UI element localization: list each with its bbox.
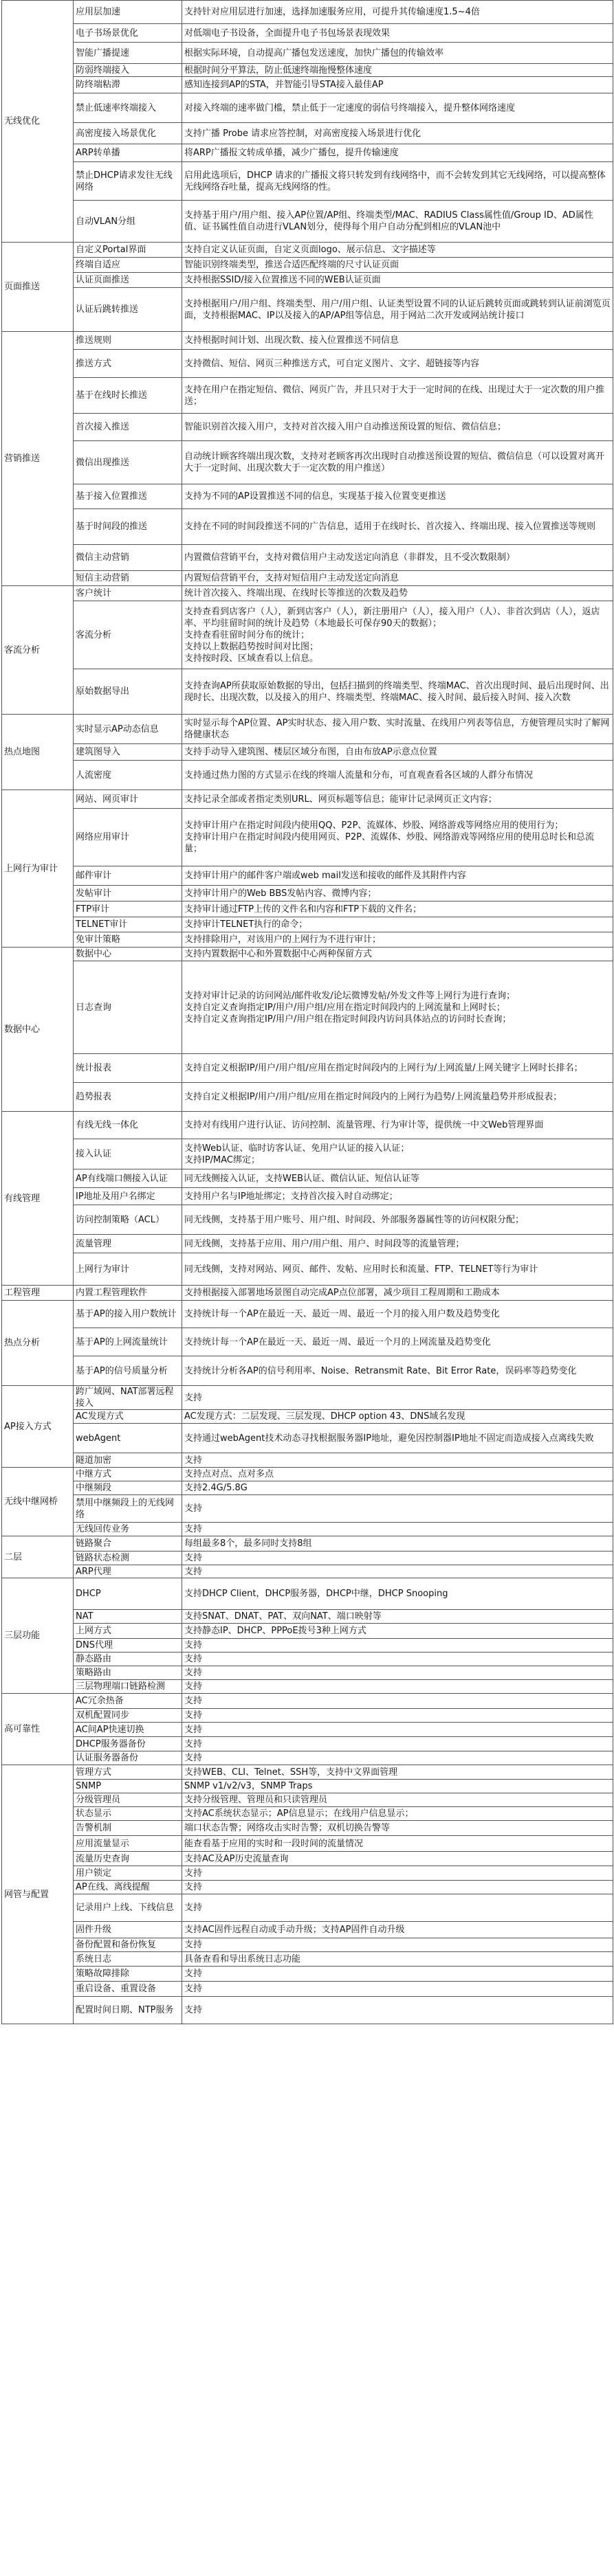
feature-cell: 应用层加速 xyxy=(74,1,182,24)
description-cell: 支持 xyxy=(182,1653,613,1666)
feature-cell: 微信出现推送 xyxy=(74,441,182,484)
feature-cell: 短信主动营销 xyxy=(74,571,182,586)
feature-cell: 网站、网页审计 xyxy=(74,790,182,809)
feature-cell: 认证后跳转推送 xyxy=(74,288,182,332)
feature-cell: 实时显示AP动态信息 xyxy=(74,715,182,744)
feature-cell: 备份配置和备份恢复 xyxy=(74,1938,182,1952)
feature-cell: 防弱终端接入 xyxy=(74,64,182,77)
table-row xyxy=(2,1356,613,1386)
description-cell: 支持 xyxy=(182,1709,613,1723)
description-cell: 支持WEB、CLI、Telnet、SSH等，支持中文界面管理 xyxy=(182,1765,613,1780)
table-row xyxy=(2,243,613,258)
feature-cell: 管理方式 xyxy=(74,1765,182,1780)
feature-cell: AP有线端口侧接入认证 xyxy=(74,1169,182,1188)
table-row xyxy=(2,288,613,332)
table-row xyxy=(2,1328,613,1356)
feature-cell: 日志查询 xyxy=(74,961,182,1054)
description-cell: 支持通过热力图的方式显示在线的终端人流量和分布，可直观查看各区域的人群分布情况 xyxy=(182,761,613,790)
description-cell: 支持审计用户在指定时间段内使用QQ、P2P、流媒体、炒股、网络游戏等网络应用的使用行为； 支持审计用户在指定时间段内使用网页、P2P、流媒体、炒股、网络游戏等网络应用的使用总时长和总流量； xyxy=(182,809,613,866)
description-cell: 支持统计每一个AP在最近一天、最近一周、最近一个月的接入用户数及趋势变化 xyxy=(182,1301,613,1328)
description-cell: 支持静态IP、DHCP、PPPoE拨号3种上网方式 xyxy=(182,1624,613,1639)
description-cell: 对低端电子书设备，全面提升电子书包场景表现效果 xyxy=(182,24,613,43)
description-cell: 支持审计TELNET执行的命令； xyxy=(182,917,613,932)
feature-cell: 接入认证 xyxy=(74,1139,182,1169)
feature-cell: 建筑图导入 xyxy=(74,744,182,761)
description-cell: AC发现方式：二层发现、三层发现、DHCP option 43、DNS域名发现 xyxy=(182,1410,613,1424)
table-row xyxy=(2,1793,613,1807)
feature-cell: 中继频段 xyxy=(74,1481,182,1495)
description-cell: 支持 xyxy=(182,1982,613,1997)
description-cell: 启用此选项后，DHCP 请求的广播报文将只转发到有线网络中，而不会转发到其它无线网络，可以提高整体无线网络吞吐量，提高无线网络的性。 xyxy=(182,162,613,201)
feature-cell: 推送方式 xyxy=(74,350,182,378)
table-row xyxy=(2,1836,613,1852)
table-row xyxy=(2,1054,613,1083)
feature-cell: 内置工程管理软件 xyxy=(74,1286,182,1301)
description-cell: 支持查看到店客户（人），新到店客户（人），新注册用户（人），接入用户（人）、非首次到店（人），返店率、平均驻留时间的统计及趋势（本地最长可保存90天的数据）； 支持查看驻留时间分布的统计； 支持以上数据趋势按时间对比图； 支持按时段、区域查看以上信息。 xyxy=(182,601,613,669)
description-cell: 支持 xyxy=(182,1997,613,2024)
feature-cell: 用户锁定 xyxy=(74,1866,182,1881)
feature-cell: ARP代理 xyxy=(74,1565,182,1578)
feature-cell: 记录用户上线、下线信息 xyxy=(74,1894,182,1922)
feature-cell: 智能广播提速 xyxy=(74,43,182,64)
table-row xyxy=(2,1894,613,1922)
description-cell: 支持排除用户，对该用户的上网行为不进行审计； xyxy=(182,932,613,948)
table-row xyxy=(2,1083,613,1112)
description-cell: 支持 xyxy=(182,1866,613,1881)
table-row xyxy=(2,1424,613,1453)
feature-cell: 基于在线时长推送 xyxy=(74,378,182,414)
description-cell: 支持自定义根据IP/用户/用户组/应用在指定时间段内的上网行为趋势/上网流量趋势并形成报表； xyxy=(182,1083,613,1112)
feature-cell: ARP转单播 xyxy=(74,144,182,162)
table-row xyxy=(2,484,613,509)
table-row xyxy=(2,201,613,243)
description-cell: 支持 xyxy=(182,1565,613,1578)
description-cell: 同无线侧，支持基于用户账号、用户组、时间段、外部服务器属性等的访问权限分配； xyxy=(182,1205,613,1235)
description-cell: 支持DHCP Client，DHCP服务器，DHCP中继，DHCP Snooping xyxy=(182,1578,613,1610)
table-row xyxy=(2,1723,613,1737)
table-row xyxy=(2,1139,613,1169)
description-cell: 支持根据时间计划、出现次数、接入位置推送不同信息 xyxy=(182,332,613,350)
description-cell: 根据实际环境，自动提高广播包发送速度，加快广播包的传输效率 xyxy=(182,43,613,64)
table-row xyxy=(2,1866,613,1881)
feature-cell: 禁止低速率终端接入 xyxy=(74,93,182,123)
table-row xyxy=(2,1536,613,1552)
table-row xyxy=(2,1938,613,1952)
description-cell: 支持基于用户/用户组、接入AP位置/AP组、终端类型/MAC、RADIUS Class属性值/Group ID、AD属性值、证书属性值自动进行VLAN划分，使得每个用户自动分配到相应的VLAN池中 xyxy=(182,201,613,243)
description-cell: 支持手动导入建筑图、楼层区域分布图，自由布放AP示意点位置 xyxy=(182,744,613,761)
feature-cell: 固件升级 xyxy=(74,1922,182,1938)
description-cell: 支持 xyxy=(182,1552,613,1565)
feature-cell: 双机配置同步 xyxy=(74,1709,182,1723)
feature-cell: 状态显示 xyxy=(74,1807,182,1821)
table-row xyxy=(2,414,613,441)
feature-cell: AP在线、离线提醒 xyxy=(74,1881,182,1894)
feature-cell: 认证服务器备份 xyxy=(74,1751,182,1765)
description-cell: 支持为不同的AP设置推送不同的信息，实现基于接入位置变更推送 xyxy=(182,484,613,509)
feature-cell: FTP审计 xyxy=(74,901,182,917)
feature-cell: 流量管理 xyxy=(74,1235,182,1253)
category-cell: 数据中心 xyxy=(2,948,74,1112)
description-cell: 支持通过webAgent技术动态寻找根据服务器IP地址，避免因控制器IP地址不固定而造成接入点离线失败 xyxy=(182,1424,613,1453)
table-row xyxy=(2,378,613,414)
description-cell: 支持审计通过FTP上传的文件名和内容和FTP下载的文件名； xyxy=(182,901,613,917)
feature-cell: SNMP xyxy=(74,1780,182,1793)
feature-cell: IP地址及用户名绑定 xyxy=(74,1188,182,1205)
description-cell: 支持 xyxy=(182,1694,613,1709)
table-row xyxy=(2,1453,613,1468)
table-row xyxy=(2,123,613,144)
table-row xyxy=(2,441,613,484)
feature-cell: 链路聚合 xyxy=(74,1536,182,1552)
table-row xyxy=(2,1578,613,1610)
table-row xyxy=(2,715,613,744)
feature-cell: 统计报表 xyxy=(74,1054,182,1083)
description-cell: 支持AC及AP历史流量查询 xyxy=(182,1852,613,1866)
feature-cell: 自动VLAN分组 xyxy=(74,201,182,243)
table-row xyxy=(2,1205,613,1235)
description-cell: 支持广播 Probe 请求应答控制，对高密度接入场景进行优化 xyxy=(182,123,613,144)
table-row xyxy=(2,1565,613,1578)
description-cell: 支持 xyxy=(182,1737,613,1751)
feature-cell: 隧道加密 xyxy=(74,1453,182,1468)
feature-cell: 基于接入位置推送 xyxy=(74,484,182,509)
description-cell: 同无线侧，支持对网站、网页、邮件、发帖、应用时长和流量、FTP、TELNET等行为审计 xyxy=(182,1253,613,1286)
table-row xyxy=(2,1982,613,1997)
table-row xyxy=(2,1922,613,1938)
table-row xyxy=(2,1807,613,1821)
description-cell: 支持 xyxy=(182,1894,613,1922)
feature-cell: 分级管理员 xyxy=(74,1793,182,1807)
description-cell: 能查看基于应用的实时和一段时间的流量情况 xyxy=(182,1836,613,1852)
description-cell: 支持针对应用层进行加速，选择加速服务应用，可提升其传输速度1.5~4倍 xyxy=(182,1,613,24)
feature-cell: 应用流量显示 xyxy=(74,1836,182,1852)
description-cell: 支持 xyxy=(182,1453,613,1468)
feature-cell: 有线无线一体化 xyxy=(74,1112,182,1139)
spec-table-body xyxy=(2,1,613,2024)
feature-cell: 高密度接入场景优化 xyxy=(74,123,182,144)
feature-cell: AC间AP快速切换 xyxy=(74,1723,182,1737)
feature-cell: DHCP xyxy=(74,1578,182,1610)
description-cell: 支持审计用户的Web BBS发帖内容、微博内容； xyxy=(182,886,613,901)
description-cell: 支持审计用户的邮件客户端或web mail发送和接收的邮件及其附件内容 xyxy=(182,866,613,886)
description-cell: 支持统计每一个AP在最近一天、最近一周、最近一个月的上网流量及趋势变化 xyxy=(182,1328,613,1356)
table-row xyxy=(2,886,613,901)
description-cell: 支持内置数据中心和外置数据中心两种保留方式 xyxy=(182,948,613,961)
feature-cell: 基于AP的接入用户数统计 xyxy=(74,1301,182,1328)
feature-cell: 基于AP的信号质量分析 xyxy=(74,1356,182,1386)
table-row xyxy=(2,917,613,932)
feature-cell: DNS代理 xyxy=(74,1639,182,1653)
description-cell: 统计首次接入、终端出现、在线时长等推送的次数及趋势 xyxy=(182,586,613,601)
table-row xyxy=(2,93,613,123)
feature-cell: 重启设备、重置设备 xyxy=(74,1982,182,1997)
feature-cell: 终端自适应 xyxy=(74,258,182,273)
feature-cell: AC冗余热备 xyxy=(74,1694,182,1709)
table-row xyxy=(2,1653,613,1666)
table-row xyxy=(2,1680,613,1694)
description-cell: 支持 xyxy=(182,1523,613,1536)
description-cell: 自动统计顾客终端出现次数，支持对老顾客再次出现时自动推送预设置的短信、微信信息（可以设置对离开大于一定时间、出现次数大于一定次数的用户推送） xyxy=(182,441,613,484)
table-row xyxy=(2,866,613,886)
feature-cell: 邮件审计 xyxy=(74,866,182,886)
feature-cell: 电子书场景优化 xyxy=(74,24,182,43)
table-row xyxy=(2,961,613,1054)
table-row xyxy=(2,601,613,669)
table-row xyxy=(2,1552,613,1565)
table-row xyxy=(2,1169,613,1188)
description-cell: 对接入终端的速率做门槛，禁止低于一定速度的弱信号终端接入，提升整体网络速度 xyxy=(182,93,613,123)
table-row xyxy=(2,144,613,162)
category-cell: 无线优化 xyxy=(2,1,74,243)
table-row xyxy=(2,1,613,24)
feature-cell: 策略路由 xyxy=(74,1666,182,1680)
description-cell: 内置微信营销平台，支持对微信用户主动发送定向消息（非群发，且不受次数限制） xyxy=(182,545,613,571)
table-row xyxy=(2,1952,613,1967)
feature-cell: 网络应用审计 xyxy=(74,809,182,866)
feature-cell: 认证页面推送 xyxy=(74,273,182,288)
feature-cell: 发帖审计 xyxy=(74,886,182,901)
description-cell: 支持Web认证、临时访客认证、免用户认证的接入认证； 支持IP/MAC绑定； xyxy=(182,1139,613,1169)
description-cell: 支持 xyxy=(182,1639,613,1653)
feature-cell: 跨广域网、NAT部署远程接入 xyxy=(74,1386,182,1410)
table-row xyxy=(2,1852,613,1866)
table-row xyxy=(2,809,613,866)
table-row xyxy=(2,545,613,571)
table-row xyxy=(2,1967,613,1982)
description-cell: 支持对审计记录的访问网站/邮件收发/论坛微博发帖/外发文件等上网行为进行查询； 支持自定义查询指定IP/用户/用户组/应用在指定时间段内的上网流量和上网时长； 支持自定义查询指定IP/用户/用户组在指定时间段内访问具体站点的访问时长查询； xyxy=(182,961,613,1054)
feature-cell: 基于时间段的推送 xyxy=(74,509,182,545)
description-cell: 支持 xyxy=(182,1680,613,1694)
description-cell: 实时显示每个AP位置、AP实时状态、接入用户数、实时流量、在线用户列表等信息，方便管理员实时了解网络健康状态 xyxy=(182,715,613,744)
category-cell: 热点分析 xyxy=(2,1301,74,1386)
description-cell: 支持 xyxy=(182,1751,613,1765)
table-row xyxy=(2,1737,613,1751)
description-cell: 支持 xyxy=(182,1723,613,1737)
table-row xyxy=(2,273,613,288)
category-cell: 热点地图 xyxy=(2,715,74,790)
feature-cell: TELNET审计 xyxy=(74,917,182,932)
table-row xyxy=(2,1286,613,1301)
table-row xyxy=(2,586,613,601)
spec-table xyxy=(1,0,613,2024)
table-row xyxy=(2,761,613,790)
feature-cell: 链路状态检测 xyxy=(74,1552,182,1565)
feature-cell: 人流密度 xyxy=(74,761,182,790)
description-cell: 将ARP广播报文转成单播，减少广播包，提升传输速度 xyxy=(182,144,613,162)
description-cell: 同无线侧接入认证，支持WEB认证、微信认证、短信认证等 xyxy=(182,1169,613,1188)
description-cell: 支持 xyxy=(182,1666,613,1680)
description-cell: 支持在不同的时间段推送不同的广告信息，适用于在线时长、首次接入、终端出现、接入位置推送等规则 xyxy=(182,509,613,545)
table-row xyxy=(2,1765,613,1780)
description-cell: 每组最多8个，最多同时支持8组 xyxy=(182,1536,613,1552)
category-cell: 上网行为审计 xyxy=(2,790,74,948)
category-cell: 工程管理 xyxy=(2,1286,74,1301)
table-row xyxy=(2,1386,613,1410)
table-row xyxy=(2,43,613,64)
table-row xyxy=(2,1780,613,1793)
feature-cell: DHCP服务器备份 xyxy=(74,1737,182,1751)
description-cell: 端口状态告警；网络攻击实时告警；双机切换告警等 xyxy=(182,1821,613,1836)
table-row xyxy=(2,744,613,761)
feature-cell: 防终端粘滞 xyxy=(74,77,182,93)
table-row xyxy=(2,162,613,201)
feature-cell: webAgent xyxy=(74,1424,182,1453)
feature-cell: 免审计策略 xyxy=(74,932,182,948)
description-cell: 支持记录全部或者指定类别URL、网页标题等信息；能审计记录网页正文内容； xyxy=(182,790,613,809)
table-row xyxy=(2,1523,613,1536)
feature-cell: 推送规则 xyxy=(74,332,182,350)
feature-cell: 上网行为审计 xyxy=(74,1253,182,1286)
feature-cell: 静态路由 xyxy=(74,1653,182,1666)
feature-cell: 禁止DHCP请求发往无线网络 xyxy=(74,162,182,201)
description-cell: 支持根据用户/用户组、终端类型、用户/用户组、认证类型设置不同的认证后跳转页面或跳转到认证前浏览页面，支持根据MAC、IP以及接入的AP/AP组等信息，用于网站二次开发或网站统计接口 xyxy=(182,288,613,332)
table-row xyxy=(2,790,613,809)
table-row xyxy=(2,932,613,948)
description-cell: 支持用户名与IP地址绑定；支持首次接入时自动绑定； xyxy=(182,1188,613,1205)
feature-cell: 流量历史查询 xyxy=(74,1852,182,1866)
category-cell: 页面推送 xyxy=(2,243,74,332)
table-row xyxy=(2,1410,613,1424)
feature-cell: 首次接入推送 xyxy=(74,414,182,441)
table-row xyxy=(2,1751,613,1765)
table-row xyxy=(2,571,613,586)
table-row xyxy=(2,1881,613,1894)
feature-cell: 中继方式 xyxy=(74,1468,182,1481)
description-cell: 内置短信营销平台，支持对短信用户主动发送定向消息 xyxy=(182,571,613,586)
feature-cell: 禁用中继频段上的无线网络 xyxy=(74,1495,182,1523)
feature-cell: 策略故障排除 xyxy=(74,1967,182,1982)
category-cell: AP接入方式 xyxy=(2,1386,74,1468)
table-row xyxy=(2,1301,613,1328)
description-cell: 支持 xyxy=(182,1495,613,1523)
description-cell: 支持微信、短信、网页三种推送方式，可自定义图片、文字、超链接等内容 xyxy=(182,350,613,378)
category-cell: 客流分析 xyxy=(2,586,74,715)
description-cell: 支持统计分析各AP的信号利用率、Noise、Retransmit Rate、Bit Error Rate，误码率等趋势变化 xyxy=(182,1356,613,1386)
description-cell: 支持AC固件远程自动或手动升级；支持AP固件自动升级 xyxy=(182,1922,613,1938)
table-row xyxy=(2,1666,613,1680)
feature-cell: 三层物理端口链路检测 xyxy=(74,1680,182,1694)
feature-cell: NAT xyxy=(74,1610,182,1624)
description-cell: 支持 xyxy=(182,1881,613,1894)
feature-cell: 上网方式 xyxy=(74,1624,182,1639)
table-row xyxy=(2,948,613,961)
table-row xyxy=(2,1481,613,1495)
table-row xyxy=(2,1468,613,1481)
category-cell: 高可靠性 xyxy=(2,1694,74,1765)
category-cell: 有线管理 xyxy=(2,1112,74,1286)
table-row xyxy=(2,1610,613,1624)
table-row xyxy=(2,669,613,715)
description-cell: 支持根据接入部署地场景图自动完成AP点位部署，减少项目工程周期和工勘成本 xyxy=(182,1286,613,1301)
category-cell: 二层 xyxy=(2,1536,74,1578)
feature-cell: 客户统计 xyxy=(74,586,182,601)
feature-cell: 自定义Portal界面 xyxy=(74,243,182,258)
feature-cell: 告警机制 xyxy=(74,1821,182,1836)
description-cell: 同无线侧，支持基于应用、用户/用户组、用户、时间段等的流量管理； xyxy=(182,1235,613,1253)
feature-cell: 数据中心 xyxy=(74,948,182,961)
description-cell: 智能识别终端类型，推送合适匹配终端的尺寸认证页面 xyxy=(182,258,613,273)
description-cell: 支持根据SSID/接入位置推送不同的WEB认证页面 xyxy=(182,273,613,288)
feature-cell: 微信主动营销 xyxy=(74,545,182,571)
description-cell: 支持分级管理、管理员和只读管理员 xyxy=(182,1793,613,1807)
description-cell: 支持 xyxy=(182,1967,613,1982)
feature-cell: 无线回传业务 xyxy=(74,1523,182,1536)
table-row xyxy=(2,1235,613,1253)
table-row xyxy=(2,77,613,93)
feature-cell: 系统日志 xyxy=(74,1952,182,1967)
feature-cell: 基于AP的上网流量统计 xyxy=(74,1328,182,1356)
description-cell: 支持自定义根据IP/用户/用户组/应用在指定时间段内的上网行为/上网流量/上网关键字上网时长排名； xyxy=(182,1054,613,1083)
description-cell: 支持点对点、点对多点 xyxy=(182,1468,613,1481)
table-row xyxy=(2,258,613,273)
table-row xyxy=(2,509,613,545)
description-cell: 具备查看和导出系统日志功能 xyxy=(182,1952,613,1967)
description-cell: 支持 xyxy=(182,1938,613,1952)
table-row xyxy=(2,1639,613,1653)
description-cell: 支持2.4G/5.8G xyxy=(182,1481,613,1495)
table-row xyxy=(2,1997,613,2024)
table-row xyxy=(2,1253,613,1286)
description-cell: 支持查询AP所获取原始数据的导出，包括扫描到的终端类型、终端MAC、首次出现时间、最后出现时间、出现时长、出现次数，以及接入的用户、终端类型、终端MAC、接入时间、最后接入时间、接入次数 xyxy=(182,669,613,715)
description-cell: 支持对有线用户进行认证、访问控制、流量管理、行为审计等，提供统一中文Web管理界面 xyxy=(182,1112,613,1139)
table-row xyxy=(2,64,613,77)
description-cell: 感知连接到AP的STA，并智能引导STA接入最佳AP xyxy=(182,77,613,93)
table-row xyxy=(2,1624,613,1639)
feature-cell: 访问控制策略（ACL） xyxy=(74,1205,182,1235)
feature-cell: 趋势报表 xyxy=(74,1083,182,1112)
description-cell: 根据时间分平算法，防止低速终端拖慢整体速度 xyxy=(182,64,613,77)
description-cell: SNMP v1/v2/v3，SNMP Traps xyxy=(182,1780,613,1793)
table-row xyxy=(2,1821,613,1836)
feature-cell: AC发现方式 xyxy=(74,1410,182,1424)
table-row xyxy=(2,1694,613,1709)
table-row xyxy=(2,1188,613,1205)
table-row xyxy=(2,1495,613,1523)
description-cell: 支持AC系统状态显示；AP信息显示；在线用户信息显示； xyxy=(182,1807,613,1821)
feature-cell: 原始数据导出 xyxy=(74,669,182,715)
table-row xyxy=(2,1709,613,1723)
table-row xyxy=(2,24,613,43)
description-cell: 支持 xyxy=(182,1386,613,1410)
description-cell: 智能识别首次接入用户，支持对首次接入用户自动推送预设置的短信、微信信息； xyxy=(182,414,613,441)
feature-cell: 客流分析 xyxy=(74,601,182,669)
category-cell: 营销推送 xyxy=(2,332,74,586)
description-cell: 支持在用户在指定短信、微信、网页广告，并且只对于大于一定时间的在线、出现过大于一定次数的用户推送； xyxy=(182,378,613,414)
table-row xyxy=(2,350,613,378)
feature-cell: 配置时间日期、NTP服务 xyxy=(74,1997,182,2024)
category-cell: 三层功能 xyxy=(2,1578,74,1694)
category-cell: 无线中继网桥 xyxy=(2,1468,74,1536)
table-row xyxy=(2,1112,613,1139)
description-cell: 支持SNAT、DNAT、PAT、双向NAT、端口映射等 xyxy=(182,1610,613,1624)
table-row xyxy=(2,332,613,350)
category-cell: 网管与配置 xyxy=(2,1765,74,2024)
table-row xyxy=(2,901,613,917)
description-cell: 支持自定义认证页面，自定义页面logo、展示信息、文字描述等 xyxy=(182,243,613,258)
